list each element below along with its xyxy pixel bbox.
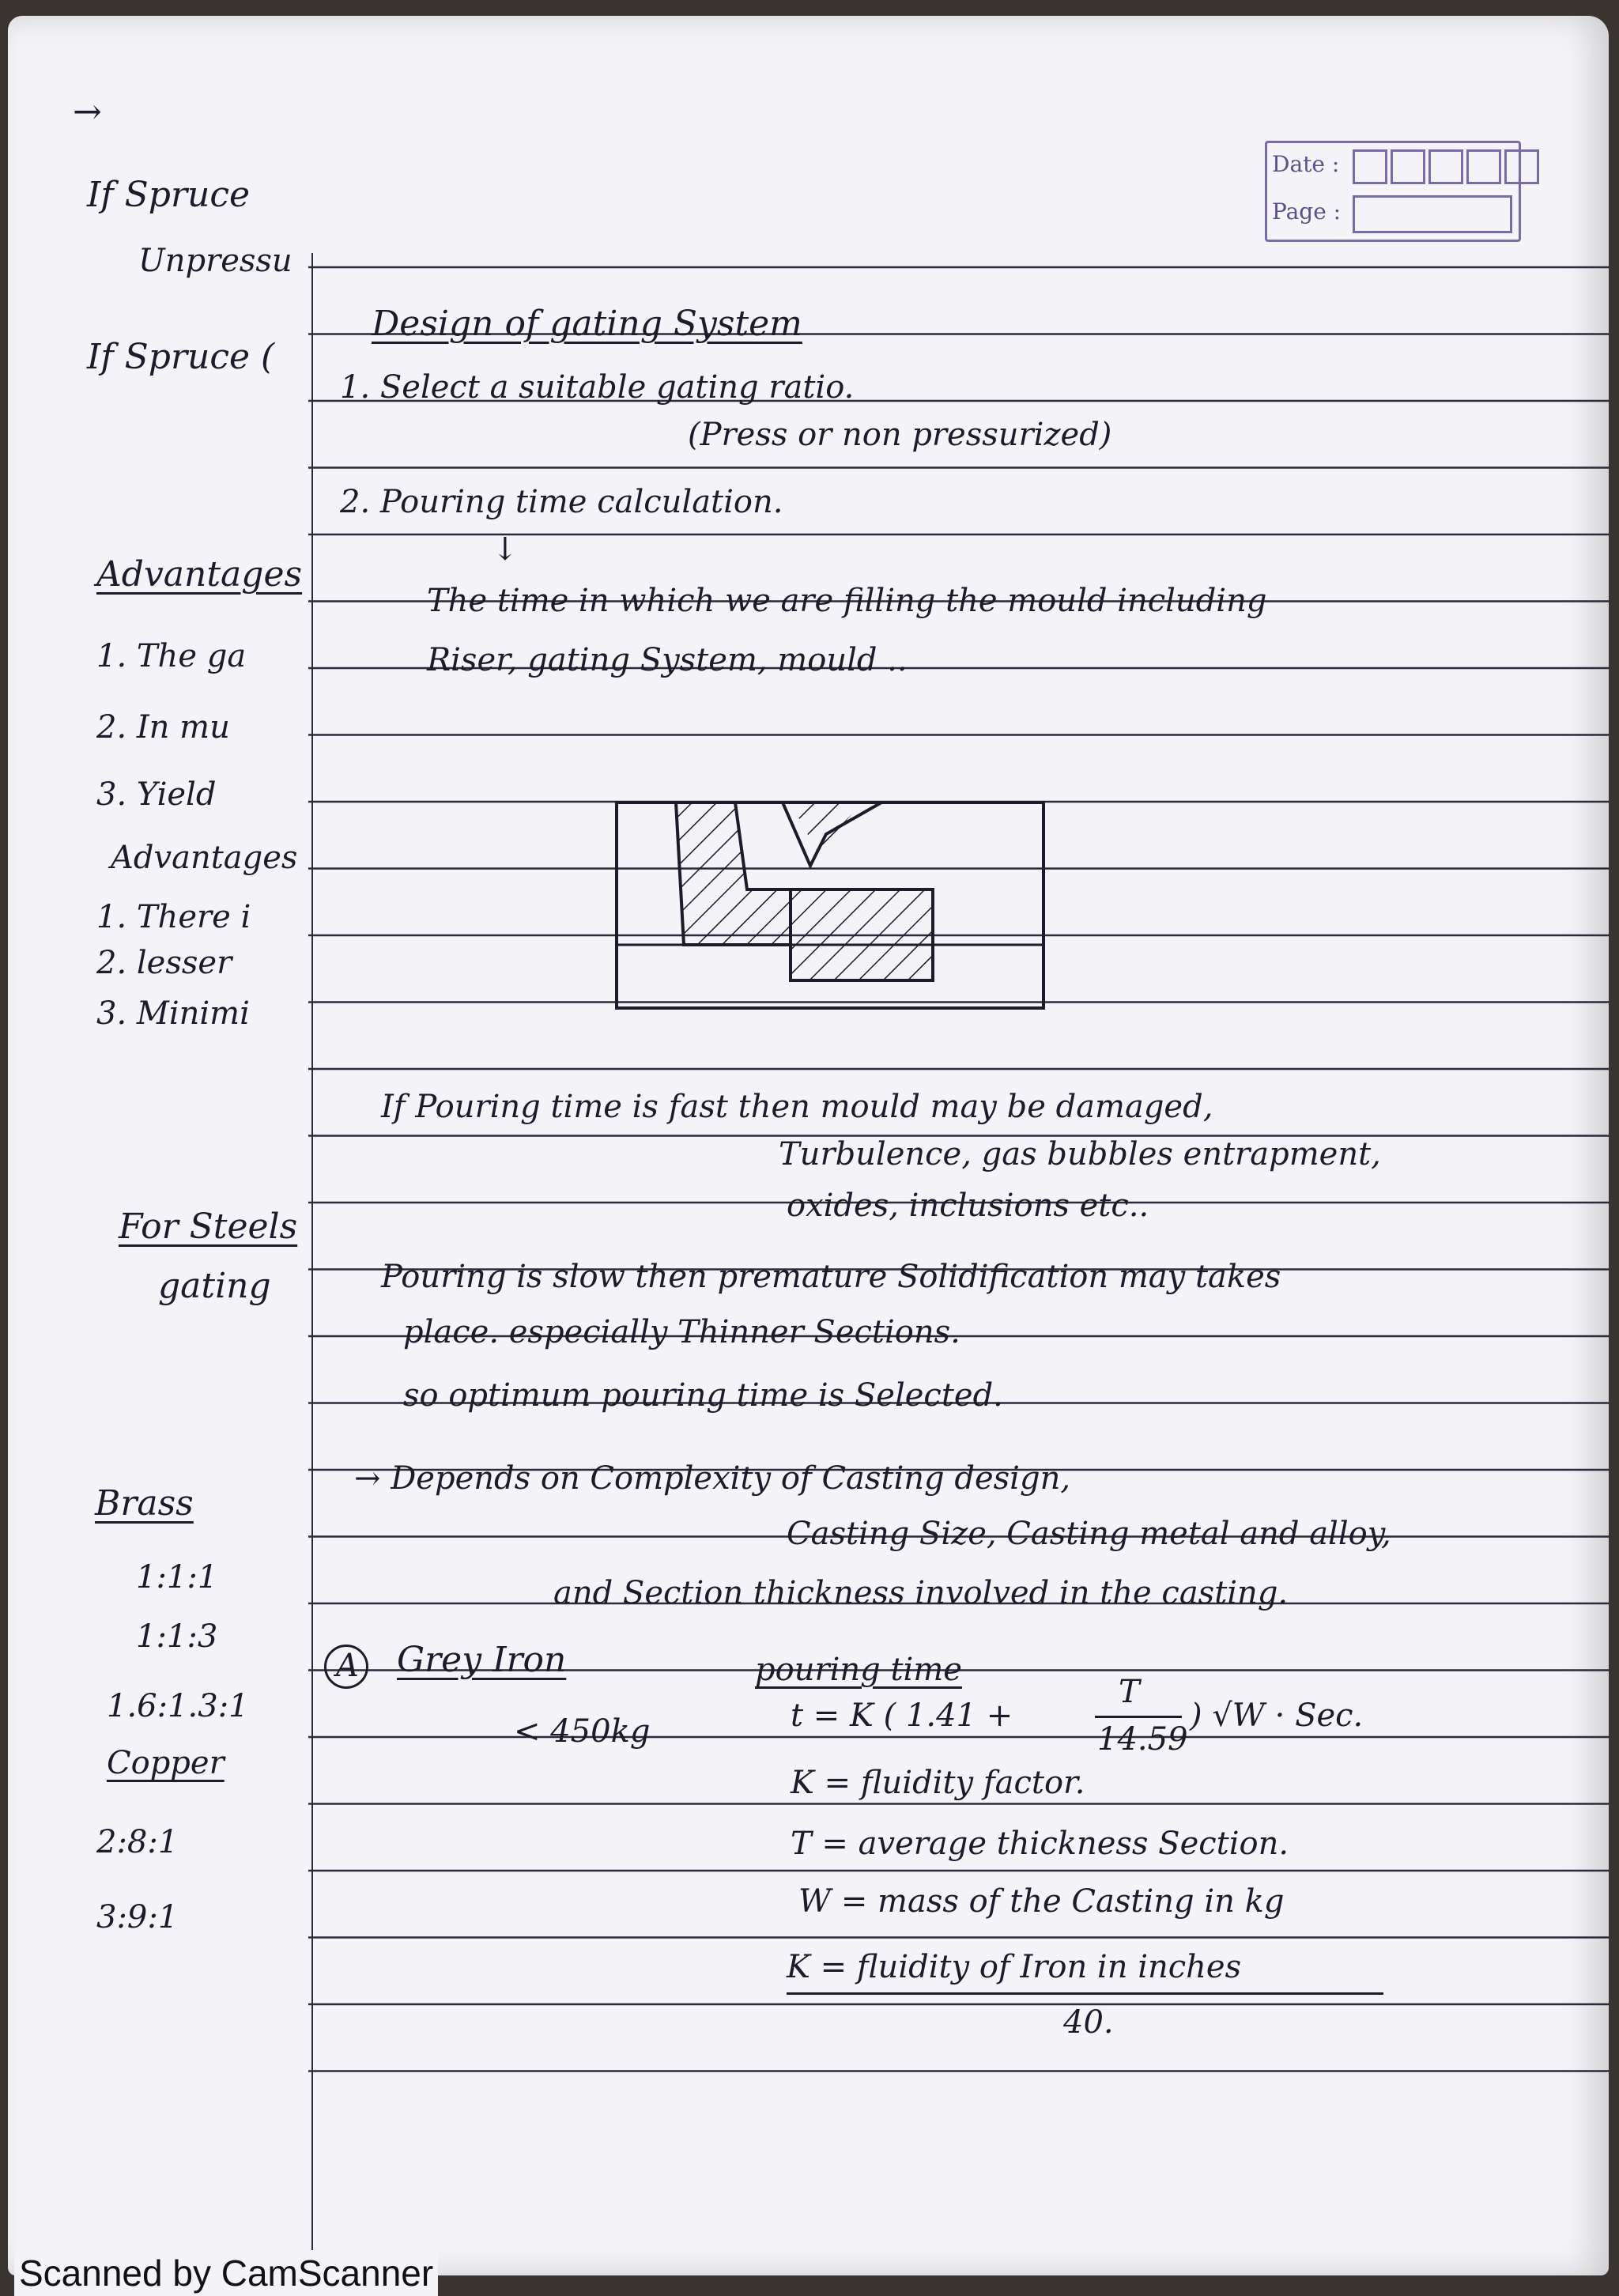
depends-line-1: → Depends on Complexity of Casting design, [354,1460,1071,1497]
copper-ratio-1: 2:8:1 [96,1824,179,1860]
margin-copper: Copper [107,1745,225,1781]
definition-line-1: The time in which we are filling the mould including [427,583,1267,619]
step-2-mark: ↓ [492,531,519,568]
date-cells [1353,149,1542,184]
depends-line-2: Casting Size, Casting metal and alloy, [787,1516,1391,1552]
copper-ratio-2: 3:9:1 [96,1899,179,1935]
grey-iron-mass: < 450kg [514,1713,651,1750]
step-1-note: (Press or non pressurized) [688,417,1112,453]
margin-advantages-2: Advantages [111,840,298,876]
adv1-item-3: 3. Yield [96,776,217,813]
step-2: 2. Pouring time calculation. [340,484,783,520]
margin-unpress: Unpressu [138,243,292,279]
margin-gating: gating [158,1266,271,1306]
margin-spruce-1: If Spruce [87,175,251,215]
arrow-mark: → [73,92,102,132]
formula-fraction-bar [1095,1716,1182,1718]
w-definition: W = mass of the Casting in kg [798,1883,1285,1920]
pouring-time-title: pouring time [755,1652,962,1688]
adv1-item-2: 2. In mu [96,709,230,746]
brass-ratio-2: 1:1:3 [136,1618,218,1655]
brass-ratio-3: 1.6:1.3:1 [107,1688,249,1724]
margin-advantages-1: Advantages [96,554,303,595]
adv2-item-2: 2. lesser [96,945,232,981]
fast-line-1: If Pouring time is fast then mould may be damaged, [381,1089,1213,1125]
formula-numerator: T [1119,1674,1140,1710]
page-label: Page : [1272,198,1342,225]
margin-for-steels: For Steels [119,1207,298,1247]
adv2-item-1: 1. There i [96,899,251,935]
margin-brass: Brass [95,1483,194,1524]
fast-line-2: Turbulence, gas bubbles entrapment, [779,1136,1381,1173]
date-page-box [1265,141,1521,242]
k-definition: K = fluidity factor. [791,1765,1085,1801]
mould-cavity [791,889,933,980]
t-definition: T = average thickness Section. [791,1826,1289,1862]
fast-line-3: oxides, inclusions etc.. [787,1188,1149,1224]
page-title: Design of gating System [372,304,802,344]
slow-line-2: place. especially Thinner Sections. [403,1314,960,1350]
brass-ratio-1: 1:1:1 [136,1559,218,1595]
adv2-item-3: 3. Minimi [96,995,250,1032]
depends-line-3: and Section thickness involved in the casting. [553,1575,1289,1611]
definition-line-2: Riser, gating System, mould .. [427,642,908,678]
page-cell [1353,195,1512,233]
formula-denominator: 14.59 [1097,1721,1188,1758]
grey-iron-title: Grey Iron [397,1640,567,1680]
sprue-channel [676,802,791,945]
date-label: Date : [1272,151,1340,177]
notebook-page [8,16,1609,2275]
formula-right: ) √W · Sec. [1190,1697,1364,1734]
k-equation-denominator: 40. [1063,2004,1114,2041]
step-1: 1. Select a suitable gating ratio. [340,369,855,406]
section-a-marker: A [324,1645,368,1689]
optimum-line: so optimum pouring time is Selected. [403,1377,1003,1414]
scanner-watermark: Scanned by CamScanner [14,2250,438,2296]
casting-mould-sketch [609,787,1051,1024]
margin-spruce-2: If Spruce ( [87,337,275,377]
k-equation-numerator: K = fluidity of Iron in inches [787,1949,1242,1985]
formula-left: t = K ( 1.41 + [791,1697,1013,1734]
k-equation-bar [787,1992,1383,1995]
adv1-item-1: 1. The ga [96,638,247,674]
slow-line-1: Pouring is slow then premature Solidification may takes [381,1259,1281,1295]
